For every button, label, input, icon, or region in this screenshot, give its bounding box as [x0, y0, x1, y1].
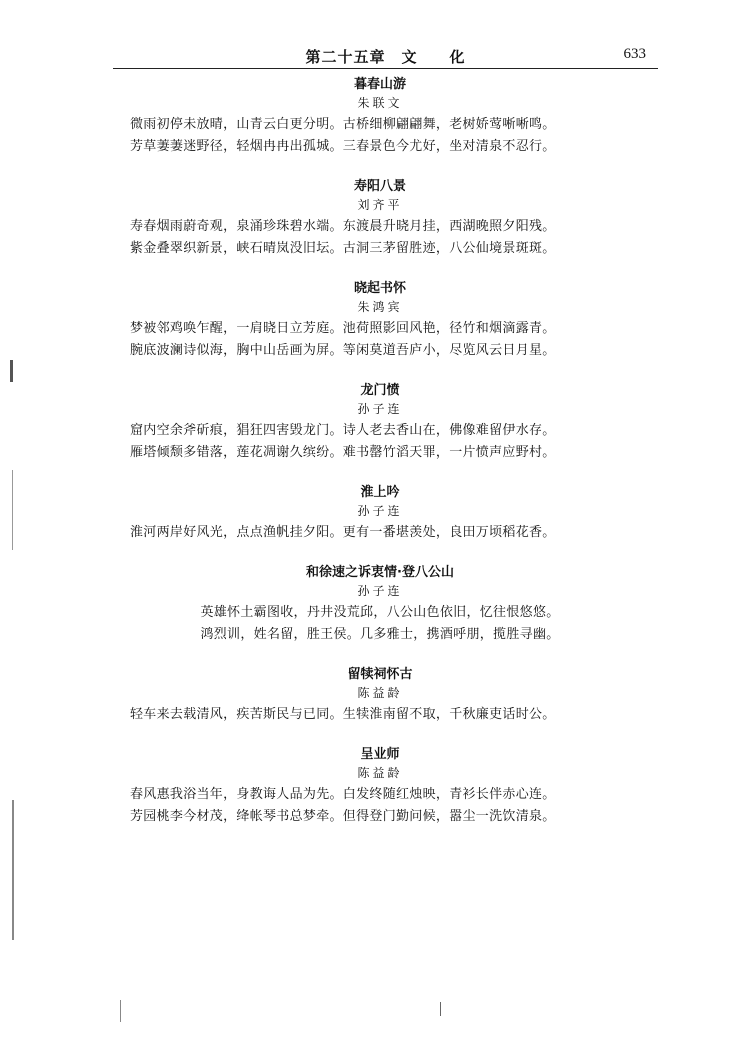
poem-line: 春风惠我浴当年，身教诲人品为先。白发终随红烛映，青衫长伴赤心连。 — [130, 787, 556, 802]
poem-title: 呈业师 — [360, 747, 400, 762]
poem-title: 晓起书怀 — [353, 281, 406, 296]
poem-title: 留犊祠怀古 — [347, 667, 413, 682]
poem — [130, 280, 630, 362]
poem — [130, 382, 630, 464]
scan-edge-mark — [12, 470, 13, 550]
poem-author: 孙子连 — [357, 402, 403, 416]
poem-line: 雁塔倾颓多错落，莲花凋谢久缤纷。难书罄竹滔天罪，一片愤声应野村。 — [130, 445, 556, 460]
poem-title: 暮春山游 — [353, 77, 406, 92]
scan-edge-mark — [440, 1002, 441, 1016]
poem-line: 紫金叠翠织新景，峡石晴岚没旧坛。古洞三茅留胜迹，八公仙境景斑斑。 — [130, 241, 556, 256]
poem-title: 龙门愤 — [360, 383, 400, 398]
page-number: 633 — [623, 46, 646, 62]
scan-edge-mark — [10, 360, 13, 382]
poem-line: 淮河两岸好风光，点点渔帆挂夕阳。更有一番堪羡处，良田万顷稻花香。 — [130, 525, 556, 540]
poem-line: 窟内空余斧斫痕，猖狂四害毁龙门。诗人老去香山在，佛像难留伊水存。 — [130, 423, 556, 438]
poem-line: 轻车来去载清风，疾苦斯民与已同。生犊淮南留不取，千秋廉吏话时公。 — [130, 707, 556, 722]
poem-title: 寿阳八景 — [353, 179, 406, 194]
poem-line: 鸿烈训，姓名留，胜王侯。几多雅士，携酒呼朋，揽胜寻幽。 — [200, 627, 560, 642]
poem-author: 刘齐平 — [357, 198, 403, 212]
poem-line: 芳草萋萋迷野径，轻烟冉冉出孤城。三春景色今尤好，坐对清泉不忍行。 — [130, 139, 556, 154]
poem-line: 芳园桃李今材茂，绛帐琴书总梦牵。但得登门勤问候，嚣尘一洗饮清泉。 — [130, 809, 556, 824]
chapter-title: 第二十五章 文 化 — [305, 48, 466, 66]
poem-line: 英雄怀土霸图收，丹井没荒邱，八公山色依旧，忆往恨悠悠。 — [200, 605, 560, 620]
scan-edge-mark — [120, 1000, 121, 1022]
poem-author: 朱联文 — [357, 96, 403, 110]
page-header — [113, 42, 658, 69]
poem-line: 寿春烟雨蔚奇观，泉涌珍珠碧水端。东渡晨升晓月挂，西湖晚照夕阳残。 — [130, 219, 556, 234]
poem-author: 孙子连 — [357, 504, 403, 518]
poem — [130, 178, 630, 260]
poem — [130, 666, 630, 726]
poem-author: 陈益龄 — [357, 686, 403, 700]
poem-author: 朱鸿宾 — [357, 300, 403, 314]
poem — [130, 484, 630, 544]
poem-line: 梦被邻鸡唤乍醒，一肩晓日立芳庭。池荷照影回风艳，径竹和烟滴露青。 — [130, 321, 556, 336]
poem — [130, 76, 630, 158]
poem-author: 孙子连 — [357, 584, 403, 598]
poem — [130, 746, 630, 828]
poem-line: 腕底波澜诗似海，胸中山岳画为屏。等闲莫道吾庐小，尽览风云日月星。 — [130, 343, 556, 358]
scan-edge-mark — [12, 800, 14, 940]
poem-collection — [130, 68, 630, 828]
poem-line: 微雨初停未放晴，山青云白更分明。古桥细柳翩翩舞，老树娇莺唽唽鸣。 — [130, 117, 556, 132]
poem-title: 和徐速之诉衷情·登八公山 — [306, 565, 454, 580]
poem-author: 陈益龄 — [357, 766, 403, 780]
poem — [130, 564, 630, 646]
poem-title: 淮上吟 — [360, 485, 400, 500]
